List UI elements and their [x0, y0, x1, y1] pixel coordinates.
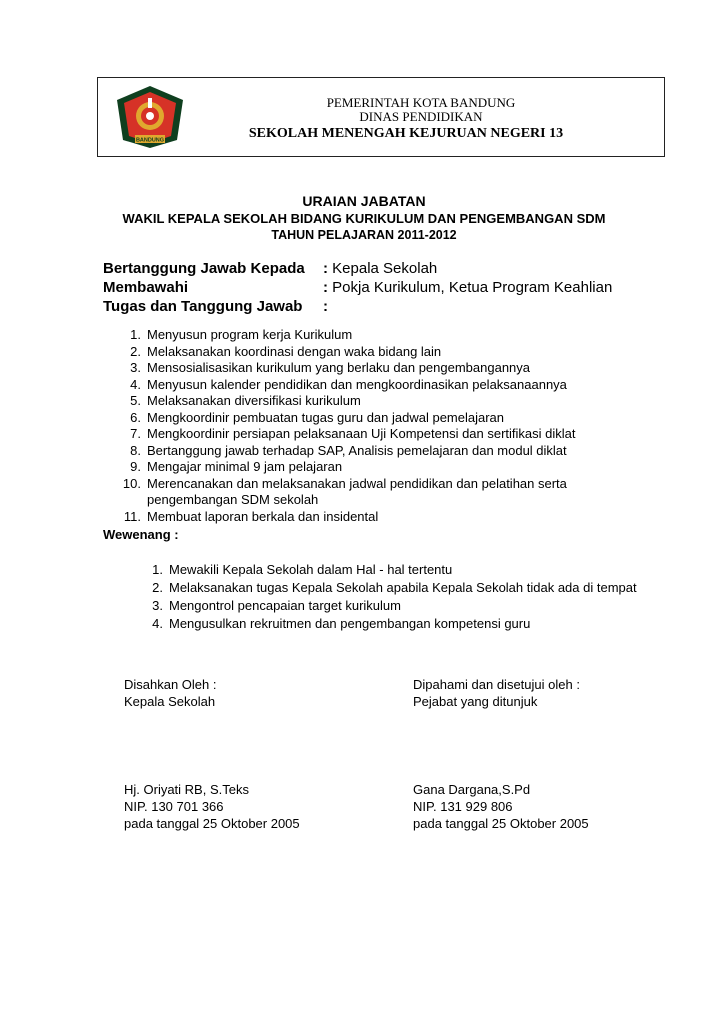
list-text: Mengontrol pencapaian target kurikulum	[169, 598, 401, 613]
list-text: Bertanggung jawab terhadap SAP, Analisis pemelajaran dan modul diklat	[147, 442, 567, 458]
list-number: 2.	[152, 580, 163, 595]
letterhead-department: DINAS PENDIDIKAN	[359, 109, 483, 124]
document-title: URAIAN JABATAN	[302, 193, 426, 209]
list-text: Menyusun kalender pendidikan dan mengkoordinasikan pelaksanaannya	[147, 376, 567, 392]
list-number: 4.	[152, 616, 163, 631]
list-item	[103, 476, 576, 493]
authority-heading: Wewenang :	[103, 527, 179, 542]
list-item	[103, 327, 576, 344]
list-item	[103, 561, 637, 579]
list-number: 10.	[122, 475, 141, 491]
field-colon: :	[323, 298, 328, 315]
approval-role: Kepala Sekolah	[124, 694, 216, 709]
list-text: Melaksanakan tugas Kepala Sekolah apabila Kepala Sekolah tidak ada di tempat	[169, 580, 637, 595]
list-number: 9.	[130, 459, 141, 474]
list-item	[103, 360, 576, 377]
letterhead-government: PEMERINTAH KOTA BANDUNG	[326, 95, 516, 110]
list-number: 7.	[130, 426, 141, 441]
signatory-date: pada tanggal 25 Oktober 2005	[124, 816, 300, 831]
list-text: Mengajar minimal 9 jam pelajaran	[147, 459, 343, 474]
list-number: 4.	[130, 376, 141, 392]
list-item	[103, 443, 576, 460]
list-item	[103, 393, 576, 410]
list-item	[103, 597, 637, 615]
list-item-continuation: pengembangan SDM sekolah	[147, 492, 319, 507]
list-text: Menyusun program kerja Kurikulum	[147, 327, 353, 342]
field-label: Membawahi	[103, 279, 189, 296]
list-text: Mensosialisasikan kurikulum yang berlaku dan pengembangannya	[147, 360, 531, 375]
field-responsible-to	[103, 260, 437, 277]
signatory-left	[124, 781, 300, 832]
list-number: 1.	[130, 327, 141, 342]
signatory-nip: NIP. 131 929 806	[413, 799, 513, 814]
signatory-name: Hj. Oriyati RB, S.Teks	[124, 782, 249, 797]
academic-year: TAHUN PELAJARAN 2011-2012	[271, 228, 457, 242]
list-number: 6.	[130, 409, 141, 425]
list-item	[103, 426, 576, 443]
signatory-nip: NIP. 130 701 366	[124, 799, 224, 814]
logo-lettering: BANDUNG	[135, 137, 165, 144]
field-duties	[103, 298, 328, 315]
list-number: 2.	[130, 343, 141, 359]
list-text: Mengusulkan rekruitmen dan pengembangan kompetensi guru	[169, 616, 531, 631]
list-text: Mengkoordinir pembuatan tugas guru dan jadwal pemelajaran	[147, 409, 505, 425]
list-number: 8.	[130, 442, 141, 458]
position-title: WAKIL KEPALA SEKOLAH BIDANG KURIKULUM DAN PENGEMBANGAN SDM	[122, 211, 606, 226]
approval-block-left	[124, 676, 217, 710]
field-value: Kepala Sekolah	[328, 260, 438, 277]
list-item	[103, 459, 576, 476]
list-item	[103, 410, 576, 427]
list-text: Membuat laporan berkala dan insidental	[147, 508, 379, 524]
list-item	[103, 615, 637, 633]
list-item	[103, 344, 576, 361]
list-item	[103, 377, 576, 394]
authority-list	[103, 561, 637, 633]
list-text: Melaksanakan diversifikasi kurikulum	[147, 393, 361, 408]
signatory-date: pada tanggal 25 Oktober 2005	[413, 816, 589, 831]
field-label: Tugas dan Tanggung Jawab	[103, 298, 303, 315]
list-number: 5.	[130, 393, 141, 408]
list-number: 3.	[152, 598, 163, 613]
field-colon: :	[323, 279, 328, 296]
letterhead	[97, 77, 665, 157]
signatory-right	[413, 781, 589, 832]
approval-label: Disahkan Oleh :	[124, 677, 217, 692]
field-value: Pokja Kurikulum, Ketua Program Keahlian	[328, 279, 613, 296]
signatory-name: Gana Dargana,S.Pd	[413, 782, 531, 797]
list-text: Merencanakan dan melaksanakan jadwal pendidikan dan pelatihan serta	[147, 475, 567, 491]
approval-role: Pejabat yang ditunjuk	[413, 694, 538, 709]
list-item	[103, 509, 576, 526]
field-colon: :	[323, 260, 328, 277]
approval-label: Dipahami dan disetujui oleh :	[413, 677, 580, 692]
list-text: Mewakili Kepala Sekolah dalam Hal - hal tertentu	[169, 562, 453, 577]
list-number: 1.	[152, 562, 163, 577]
list-item	[103, 579, 637, 597]
list-text: Mengkoordinir persiapan pelaksanaan Uji Kompetensi dan sertifikasi diklat	[147, 426, 576, 441]
duties-list	[103, 327, 576, 525]
field-supervises	[103, 279, 612, 296]
list-text: Melaksanakan koordinasi dengan waka bidang lain	[147, 343, 442, 359]
list-number: 11.	[123, 508, 141, 524]
approval-block-right	[413, 676, 580, 710]
letterhead-school-name: SEKOLAH MENENGAH KEJURUAN NEGERI 13	[248, 126, 564, 141]
field-label: Bertanggung Jawab Kepada	[103, 260, 305, 277]
list-number: 3.	[130, 360, 141, 375]
